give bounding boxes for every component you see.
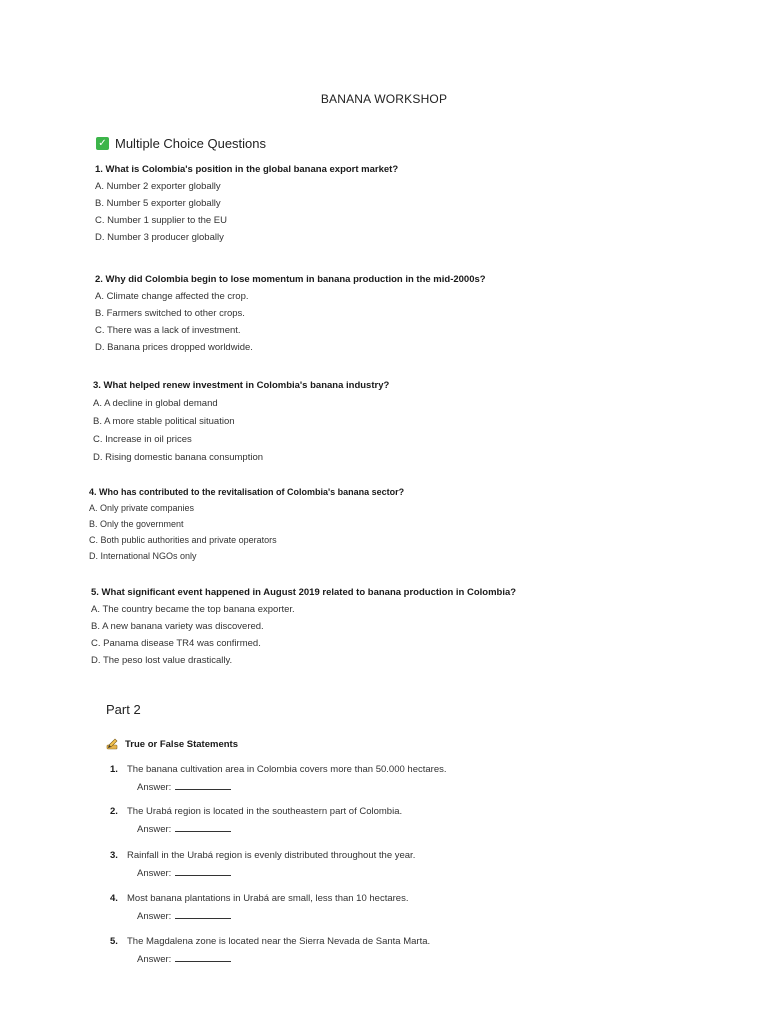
option: A. A decline in global demand: [93, 398, 218, 409]
statement-text: The Urabá region is located in the southeastern part of Colombia.: [127, 806, 403, 817]
option: D. Number 3 producer globally: [95, 232, 224, 243]
question-text: 3. What helped renew investment in Colombia's banana industry?: [93, 380, 390, 391]
option: B. Only the government: [89, 519, 184, 529]
statement-text: Most banana plantations in Urabá are small, less than 10 hectares.: [127, 893, 409, 904]
question-text: 1. What is Colombia's position in the global banana export market?: [95, 164, 399, 175]
answer-line[interactable]: [137, 780, 447, 793]
statement-number: 4.: [110, 893, 118, 904]
answer-line[interactable]: [137, 909, 408, 922]
statement-text: Rainfall in the Urabá region is evenly distributed throughout the year.: [127, 850, 416, 861]
question-2: [95, 274, 486, 353]
answer-blank[interactable]: [175, 866, 231, 876]
option: B. Farmers switched to other crops.: [95, 308, 245, 319]
question-1: [95, 164, 398, 243]
question-text: 5. What significant event happened in August 2019 related to banana production in Colombia?: [91, 587, 517, 598]
answer-blank[interactable]: [175, 952, 231, 962]
option: D. Rising domestic banana consumption: [93, 452, 264, 463]
statement-item: [110, 893, 408, 922]
part-2-heading: Part 2: [106, 702, 141, 717]
option: A. Only private companies: [89, 503, 195, 513]
answer-label: Answer:: [137, 782, 172, 793]
question-text: 4. Who has contributed to the revitalisation of Colombia's banana sector?: [89, 487, 405, 497]
option: D. The peso lost value drastically.: [91, 655, 233, 666]
statement-number: 5.: [110, 936, 118, 947]
answer-label: Answer:: [137, 868, 172, 879]
statement-text: The Magdalena zone is located near the Sierra Nevada de Santa Marta.: [127, 936, 431, 947]
option: C. There was a lack of investment.: [95, 325, 241, 336]
question-3: [93, 380, 389, 463]
true-false-heading-text: True or False Statements: [125, 738, 238, 750]
option: C. Both public authorities and private operators: [89, 535, 277, 545]
option: C. Panama disease TR4 was confirmed.: [91, 638, 261, 649]
option: B. A new banana variety was discovered.: [91, 621, 264, 632]
true-false-heading: [106, 738, 238, 750]
pencil-icon: [106, 738, 120, 750]
statement-item: [110, 936, 430, 965]
option: D. Banana prices dropped worldwide.: [95, 342, 253, 353]
answer-line[interactable]: [137, 952, 430, 965]
question-text: 2. Why did Colombia begin to lose momentum in banana production in the mid-2000s?: [95, 274, 486, 285]
mcq-heading-text: Multiple Choice Questions: [115, 136, 267, 151]
statement-item: [110, 764, 447, 793]
answer-label: Answer:: [137, 911, 172, 922]
answer-line[interactable]: [137, 866, 415, 879]
answer-blank[interactable]: [175, 822, 231, 832]
statement-item: [110, 806, 402, 835]
answer-line[interactable]: [137, 822, 402, 835]
statement-number: 3.: [110, 850, 118, 861]
statement-number: 2.: [110, 806, 118, 817]
option: C. Number 1 supplier to the EU: [95, 215, 228, 226]
answer-label: Answer:: [137, 954, 172, 965]
question-5: [91, 587, 516, 666]
question-4: [89, 487, 404, 561]
answer-blank[interactable]: [175, 909, 231, 919]
option: B. Number 5 exporter globally: [95, 198, 221, 209]
option: C. Increase in oil prices: [93, 434, 192, 445]
check-mark-icon: ✓: [96, 137, 109, 150]
mcq-heading: [96, 136, 266, 151]
statement-text: The banana cultivation area in Colombia covers more than 50.000 hectares.: [127, 764, 447, 775]
page-title: BANANA WORKSHOP: [320, 92, 448, 106]
answer-label: Answer:: [137, 824, 172, 835]
option: D. International NGOs only: [89, 551, 197, 561]
option: B. A more stable political situation: [93, 416, 235, 427]
option: A. The country became the top banana exporter.: [91, 604, 295, 615]
option: A. Number 2 exporter globally: [95, 181, 221, 192]
statement-item: [110, 850, 415, 879]
answer-blank[interactable]: [175, 780, 231, 790]
statement-number: 1.: [110, 764, 118, 775]
option: A. Climate change affected the crop.: [95, 291, 249, 302]
